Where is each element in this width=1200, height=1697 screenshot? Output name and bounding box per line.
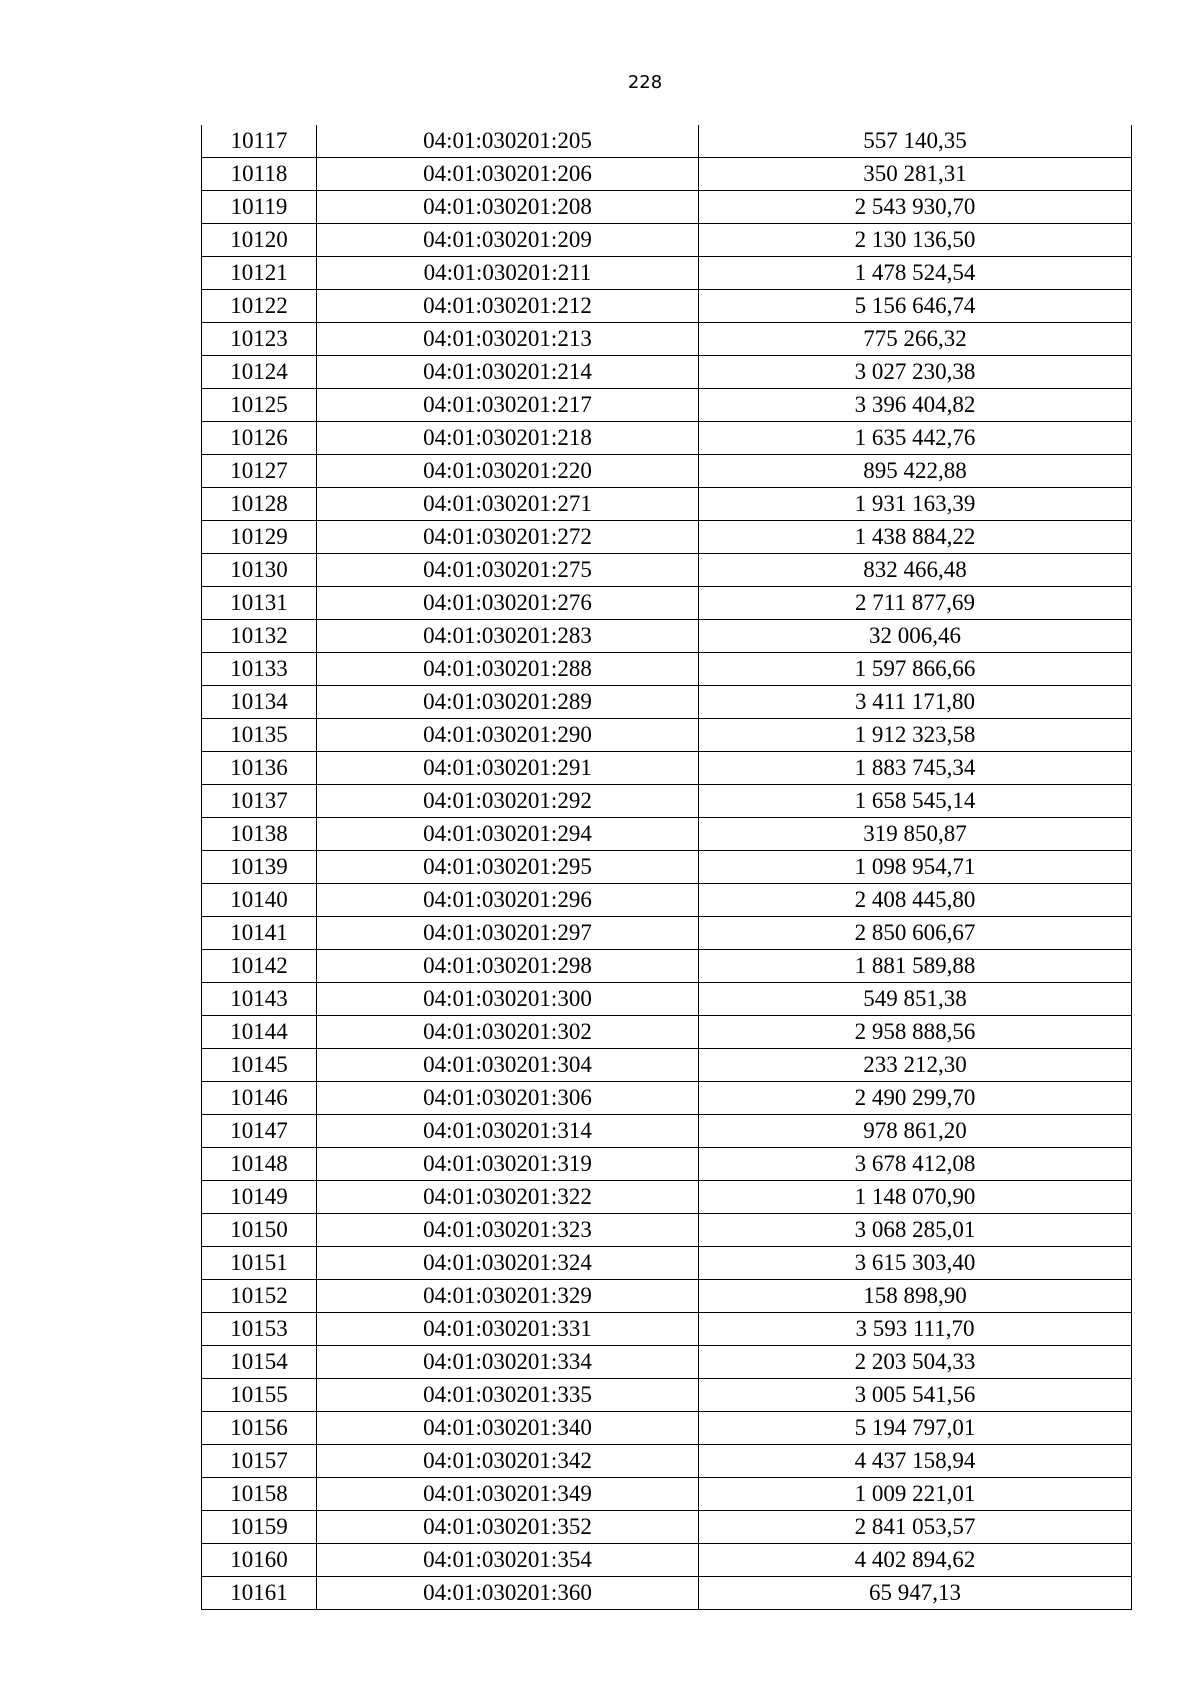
table-row bbox=[202, 1148, 1132, 1181]
cadastral-number-cell: 04:01:030201:206 bbox=[317, 158, 699, 191]
row-number-cell: 10144 bbox=[202, 1016, 317, 1049]
row-number-cell: 10145 bbox=[202, 1049, 317, 1082]
row-number-cell: 10129 bbox=[202, 521, 317, 554]
table-row bbox=[202, 290, 1132, 323]
table-row bbox=[202, 1577, 1132, 1610]
value-cell: 1 931 163,39 bbox=[699, 488, 1132, 521]
table-row bbox=[202, 917, 1132, 950]
cadastral-number-cell: 04:01:030201:342 bbox=[317, 1445, 699, 1478]
table-row bbox=[202, 1247, 1132, 1280]
value-cell: 350 281,31 bbox=[699, 158, 1132, 191]
cadastral-number-cell: 04:01:030201:211 bbox=[317, 257, 699, 290]
value-cell: 65 947,13 bbox=[699, 1577, 1132, 1610]
cadastral-number-cell: 04:01:030201:271 bbox=[317, 488, 699, 521]
value-cell: 2 490 299,70 bbox=[699, 1082, 1132, 1115]
value-cell: 3 678 412,08 bbox=[699, 1148, 1132, 1181]
table-row bbox=[202, 818, 1132, 851]
cadastral-number-cell: 04:01:030201:291 bbox=[317, 752, 699, 785]
value-cell: 4 402 894,62 bbox=[699, 1544, 1132, 1577]
value-cell: 1 658 545,14 bbox=[699, 785, 1132, 818]
table-row bbox=[202, 1544, 1132, 1577]
row-number-cell: 10120 bbox=[202, 224, 317, 257]
cadastral-number-cell: 04:01:030201:360 bbox=[317, 1577, 699, 1610]
table-row bbox=[202, 1181, 1132, 1214]
value-cell: 2 841 053,57 bbox=[699, 1511, 1132, 1544]
cadastral-number-cell: 04:01:030201:331 bbox=[317, 1313, 699, 1346]
row-number-cell: 10124 bbox=[202, 356, 317, 389]
table-row bbox=[202, 686, 1132, 719]
value-cell: 549 851,38 bbox=[699, 983, 1132, 1016]
table-row bbox=[202, 1280, 1132, 1313]
row-number-cell: 10151 bbox=[202, 1247, 317, 1280]
table-row bbox=[202, 1049, 1132, 1082]
value-cell: 32 006,46 bbox=[699, 620, 1132, 653]
cadastral-number-cell: 04:01:030201:298 bbox=[317, 950, 699, 983]
value-cell: 3 593 111,70 bbox=[699, 1313, 1132, 1346]
row-number-cell: 10131 bbox=[202, 587, 317, 620]
row-number-cell: 10117 bbox=[202, 125, 317, 158]
value-cell: 775 266,32 bbox=[699, 323, 1132, 356]
cadastral-number-cell: 04:01:030201:296 bbox=[317, 884, 699, 917]
row-number-cell: 10136 bbox=[202, 752, 317, 785]
value-cell: 1 912 323,58 bbox=[699, 719, 1132, 752]
value-cell: 1 148 070,90 bbox=[699, 1181, 1132, 1214]
row-number-cell: 10149 bbox=[202, 1181, 317, 1214]
data-table bbox=[201, 125, 1132, 1610]
row-number-cell: 10137 bbox=[202, 785, 317, 818]
table-row bbox=[202, 950, 1132, 983]
row-number-cell: 10156 bbox=[202, 1412, 317, 1445]
row-number-cell: 10130 bbox=[202, 554, 317, 587]
table-row bbox=[202, 884, 1132, 917]
table-row bbox=[202, 587, 1132, 620]
cadastral-number-cell: 04:01:030201:283 bbox=[317, 620, 699, 653]
table-row bbox=[202, 1214, 1132, 1247]
row-number-cell: 10133 bbox=[202, 653, 317, 686]
row-number-cell: 10155 bbox=[202, 1379, 317, 1412]
table-row bbox=[202, 620, 1132, 653]
cadastral-number-cell: 04:01:030201:295 bbox=[317, 851, 699, 884]
row-number-cell: 10153 bbox=[202, 1313, 317, 1346]
value-cell: 2 850 606,67 bbox=[699, 917, 1132, 950]
value-cell: 3 068 285,01 bbox=[699, 1214, 1132, 1247]
table-row bbox=[202, 1313, 1132, 1346]
cadastral-number-cell: 04:01:030201:208 bbox=[317, 191, 699, 224]
row-number-cell: 10123 bbox=[202, 323, 317, 356]
row-number-cell: 10125 bbox=[202, 389, 317, 422]
row-number-cell: 10140 bbox=[202, 884, 317, 917]
value-cell: 2 130 136,50 bbox=[699, 224, 1132, 257]
value-cell: 158 898,90 bbox=[699, 1280, 1132, 1313]
row-number-cell: 10147 bbox=[202, 1115, 317, 1148]
value-cell: 978 861,20 bbox=[699, 1115, 1132, 1148]
cadastral-number-cell: 04:01:030201:300 bbox=[317, 983, 699, 1016]
value-cell: 1 883 745,34 bbox=[699, 752, 1132, 785]
cadastral-number-cell: 04:01:030201:217 bbox=[317, 389, 699, 422]
value-cell: 895 422,88 bbox=[699, 455, 1132, 488]
value-cell: 1 478 524,54 bbox=[699, 257, 1132, 290]
table-row bbox=[202, 422, 1132, 455]
cadastral-number-cell: 04:01:030201:352 bbox=[317, 1511, 699, 1544]
cadastral-number-cell: 04:01:030201:335 bbox=[317, 1379, 699, 1412]
value-cell: 2 203 504,33 bbox=[699, 1346, 1132, 1379]
table-row bbox=[202, 1082, 1132, 1115]
table-row bbox=[202, 455, 1132, 488]
row-number-cell: 10119 bbox=[202, 191, 317, 224]
table-row bbox=[202, 257, 1132, 290]
cadastral-number-cell: 04:01:030201:294 bbox=[317, 818, 699, 851]
row-number-cell: 10143 bbox=[202, 983, 317, 1016]
cadastral-number-cell: 04:01:030201:323 bbox=[317, 1214, 699, 1247]
row-number-cell: 10134 bbox=[202, 686, 317, 719]
table-row bbox=[202, 1412, 1132, 1445]
value-cell: 233 212,30 bbox=[699, 1049, 1132, 1082]
table-row bbox=[202, 752, 1132, 785]
cadastral-number-cell: 04:01:030201:314 bbox=[317, 1115, 699, 1148]
cadastral-number-cell: 04:01:030201:306 bbox=[317, 1082, 699, 1115]
row-number-cell: 10121 bbox=[202, 257, 317, 290]
cadastral-number-cell: 04:01:030201:276 bbox=[317, 587, 699, 620]
row-number-cell: 10158 bbox=[202, 1478, 317, 1511]
table-body bbox=[202, 125, 1132, 1610]
value-cell: 2 408 445,80 bbox=[699, 884, 1132, 917]
row-number-cell: 10150 bbox=[202, 1214, 317, 1247]
cadastral-number-cell: 04:01:030201:292 bbox=[317, 785, 699, 818]
cadastral-number-cell: 04:01:030201:218 bbox=[317, 422, 699, 455]
row-number-cell: 10128 bbox=[202, 488, 317, 521]
table-row bbox=[202, 323, 1132, 356]
cadastral-number-cell: 04:01:030201:288 bbox=[317, 653, 699, 686]
table-row bbox=[202, 983, 1132, 1016]
table-row bbox=[202, 1379, 1132, 1412]
row-number-cell: 10132 bbox=[202, 620, 317, 653]
cadastral-number-cell: 04:01:030201:290 bbox=[317, 719, 699, 752]
table-row bbox=[202, 125, 1132, 158]
value-cell: 2 543 930,70 bbox=[699, 191, 1132, 224]
row-number-cell: 10159 bbox=[202, 1511, 317, 1544]
value-cell: 1 438 884,22 bbox=[699, 521, 1132, 554]
table-row bbox=[202, 851, 1132, 884]
table-row bbox=[202, 1478, 1132, 1511]
row-number-cell: 10126 bbox=[202, 422, 317, 455]
cadastral-number-cell: 04:01:030201:272 bbox=[317, 521, 699, 554]
row-number-cell: 10157 bbox=[202, 1445, 317, 1478]
table-row bbox=[202, 224, 1132, 257]
cadastral-number-cell: 04:01:030201:322 bbox=[317, 1181, 699, 1214]
cadastral-number-cell: 04:01:030201:334 bbox=[317, 1346, 699, 1379]
row-number-cell: 10161 bbox=[202, 1577, 317, 1610]
value-cell: 2 711 877,69 bbox=[699, 587, 1132, 620]
table-row bbox=[202, 653, 1132, 686]
row-number-cell: 10141 bbox=[202, 917, 317, 950]
row-number-cell: 10122 bbox=[202, 290, 317, 323]
value-cell: 832 466,48 bbox=[699, 554, 1132, 587]
value-cell: 5 194 797,01 bbox=[699, 1412, 1132, 1445]
table-row bbox=[202, 158, 1132, 191]
table-row bbox=[202, 1511, 1132, 1544]
table-row bbox=[202, 554, 1132, 587]
table-row bbox=[202, 356, 1132, 389]
table-row bbox=[202, 1115, 1132, 1148]
cadastral-number-cell: 04:01:030201:220 bbox=[317, 455, 699, 488]
cadastral-number-cell: 04:01:030201:354 bbox=[317, 1544, 699, 1577]
cadastral-number-cell: 04:01:030201:349 bbox=[317, 1478, 699, 1511]
row-number-cell: 10138 bbox=[202, 818, 317, 851]
value-cell: 1 881 589,88 bbox=[699, 950, 1132, 983]
value-cell: 3 411 171,80 bbox=[699, 686, 1132, 719]
cadastral-number-cell: 04:01:030201:297 bbox=[317, 917, 699, 950]
cadastral-number-cell: 04:01:030201:304 bbox=[317, 1049, 699, 1082]
value-cell: 1 635 442,76 bbox=[699, 422, 1132, 455]
value-cell: 4 437 158,94 bbox=[699, 1445, 1132, 1478]
value-cell: 557 140,35 bbox=[699, 125, 1132, 158]
row-number-cell: 10160 bbox=[202, 1544, 317, 1577]
table-row bbox=[202, 521, 1132, 554]
table-row bbox=[202, 389, 1132, 422]
cadastral-number-cell: 04:01:030201:340 bbox=[317, 1412, 699, 1445]
table-row bbox=[202, 1346, 1132, 1379]
cadastral-number-cell: 04:01:030201:213 bbox=[317, 323, 699, 356]
value-cell: 1 597 866,66 bbox=[699, 653, 1132, 686]
row-number-cell: 10127 bbox=[202, 455, 317, 488]
cadastral-number-cell: 04:01:030201:289 bbox=[317, 686, 699, 719]
value-cell: 3 396 404,82 bbox=[699, 389, 1132, 422]
row-number-cell: 10135 bbox=[202, 719, 317, 752]
row-number-cell: 10139 bbox=[202, 851, 317, 884]
row-number-cell: 10142 bbox=[202, 950, 317, 983]
value-cell: 3 615 303,40 bbox=[699, 1247, 1132, 1280]
value-cell: 3 027 230,38 bbox=[699, 356, 1132, 389]
row-number-cell: 10152 bbox=[202, 1280, 317, 1313]
row-number-cell: 10118 bbox=[202, 158, 317, 191]
cadastral-number-cell: 04:01:030201:205 bbox=[317, 125, 699, 158]
cadastral-number-cell: 04:01:030201:212 bbox=[317, 290, 699, 323]
cadastral-number-cell: 04:01:030201:209 bbox=[317, 224, 699, 257]
cadastral-number-cell: 04:01:030201:324 bbox=[317, 1247, 699, 1280]
cadastral-number-cell: 04:01:030201:214 bbox=[317, 356, 699, 389]
table-row bbox=[202, 1445, 1132, 1478]
cadastral-number-cell: 04:01:030201:275 bbox=[317, 554, 699, 587]
value-cell: 3 005 541,56 bbox=[699, 1379, 1132, 1412]
cadastral-number-cell: 04:01:030201:329 bbox=[317, 1280, 699, 1313]
row-number-cell: 10146 bbox=[202, 1082, 317, 1115]
table-row bbox=[202, 785, 1132, 818]
cadastral-number-cell: 04:01:030201:319 bbox=[317, 1148, 699, 1181]
table-row bbox=[202, 1016, 1132, 1049]
value-cell: 2 958 888,56 bbox=[699, 1016, 1132, 1049]
value-cell: 319 850,87 bbox=[699, 818, 1132, 851]
value-cell: 5 156 646,74 bbox=[699, 290, 1132, 323]
cadastral-number-cell: 04:01:030201:302 bbox=[317, 1016, 699, 1049]
row-number-cell: 10154 bbox=[202, 1346, 317, 1379]
value-cell: 1 009 221,01 bbox=[699, 1478, 1132, 1511]
table-row bbox=[202, 488, 1132, 521]
page-number: 228 bbox=[627, 72, 663, 93]
table-row bbox=[202, 719, 1132, 752]
row-number-cell: 10148 bbox=[202, 1148, 317, 1181]
value-cell: 1 098 954,71 bbox=[699, 851, 1132, 884]
table-row bbox=[202, 191, 1132, 224]
